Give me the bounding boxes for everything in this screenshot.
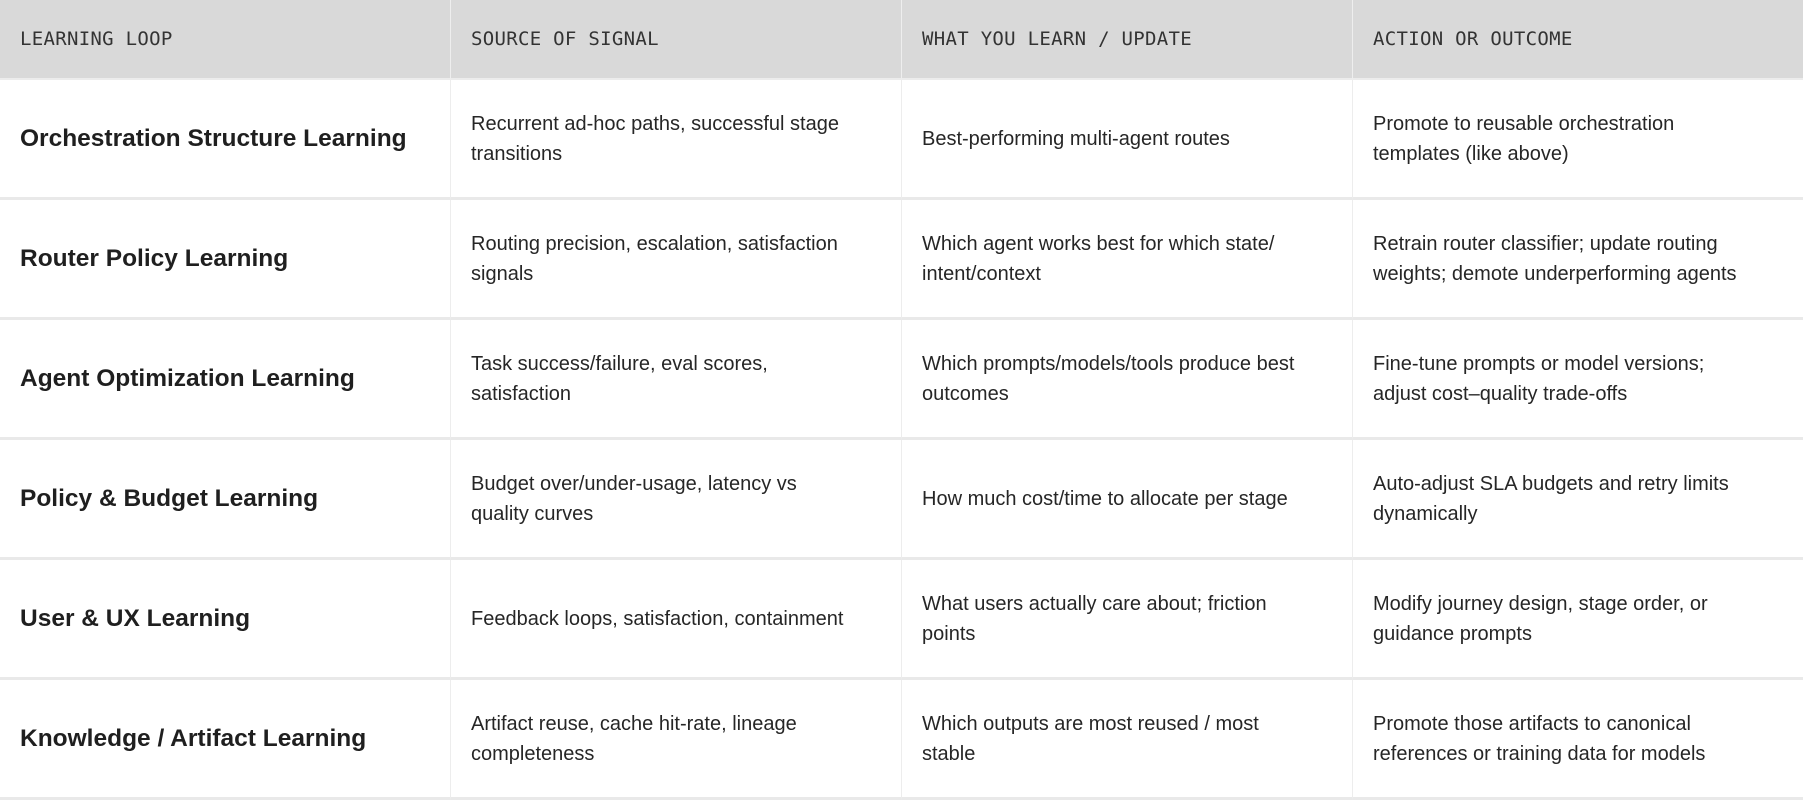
row-5-learn: [901, 560, 1352, 680]
row-4-loop-name: [0, 440, 450, 560]
row-6-source: [450, 680, 901, 800]
cell-text: Which outputs are most reused / most stable: [922, 712, 1259, 765]
cell-text: Knowledge / Artifact Learning: [20, 724, 367, 752]
row-1-action: [1352, 80, 1803, 200]
row-2-learn: [901, 200, 1352, 320]
cell-text: Modify journey design, stage order, or guidance prompts: [1373, 592, 1708, 645]
row-2-action: [1352, 200, 1803, 320]
cell-text: Best-performing multi-agent routes: [922, 127, 1230, 150]
cell-text: Policy & Budget Learning: [20, 484, 319, 512]
cell-text: Orchestration Structure Learning: [20, 124, 407, 152]
row-5-action: [1352, 560, 1803, 680]
row-3-learn: [901, 320, 1352, 440]
cell-text: Routing precision, escalation, satisfaction signals: [471, 232, 838, 285]
column-header-what-you-learn: WHAT YOU LEARN / UPDATE: [901, 0, 1352, 80]
row-3-source: [450, 320, 901, 440]
column-header-action-or-outcome: ACTION OR OUTCOME: [1352, 0, 1803, 80]
cell-text: Promote to reusable orchestration templates (like above): [1373, 112, 1675, 165]
row-3-loop-name: [0, 320, 450, 440]
cell-text: Which prompts/models/tools produce best outcomes: [922, 352, 1295, 405]
row-1-learn: [901, 80, 1352, 200]
cell-text: Budget over/under-usage, latency vs quality curves: [471, 472, 797, 525]
row-5-loop-name: [0, 560, 450, 680]
row-3-action: [1352, 320, 1803, 440]
row-6-action: [1352, 680, 1803, 800]
cell-text: What users actually care about; friction points: [922, 592, 1267, 645]
cell-text: Agent Optimization Learning: [20, 364, 355, 392]
row-1-source: [450, 80, 901, 200]
cell-text: Feedback loops, satisfaction, containment: [471, 607, 844, 630]
row-4-source: [450, 440, 901, 560]
row-2-loop-name: [0, 200, 450, 320]
cell-text: Task success/failure, eval scores, satisfaction: [471, 352, 768, 405]
cell-text: User & UX Learning: [20, 604, 251, 632]
row-6-learn: [901, 680, 1352, 800]
row-2-source: [450, 200, 901, 320]
cell-text: How much cost/time to allocate per stage: [922, 487, 1288, 510]
column-header-learning-loop: LEARNING LOOP: [0, 0, 450, 80]
column-header-source-of-signal: SOURCE OF SIGNAL: [450, 0, 901, 80]
cell-text: Recurrent ad-hoc paths, successful stage transitions: [471, 112, 839, 165]
cell-text: Fine-tune prompts or model versions; adjust cost–quality trade-offs: [1373, 352, 1705, 405]
row-4-learn: [901, 440, 1352, 560]
cell-text: Auto-adjust SLA budgets and retry limits dynamically: [1373, 472, 1729, 525]
cell-text: Router Policy Learning: [20, 244, 289, 272]
cell-text: Retrain router classifier; update routing weights; demote underperforming agents: [1373, 232, 1737, 285]
cell-text: Artifact reuse, cache hit-rate, lineage completeness: [471, 712, 797, 765]
row-5-source: [450, 560, 901, 680]
row-6-loop-name: [0, 680, 450, 800]
cell-text: Which agent works best for which state/ intent/context: [922, 232, 1275, 285]
row-4-action: [1352, 440, 1803, 560]
row-1-loop-name: [0, 80, 450, 200]
cell-text: Promote those artifacts to canonical references or training data for models: [1373, 712, 1706, 765]
